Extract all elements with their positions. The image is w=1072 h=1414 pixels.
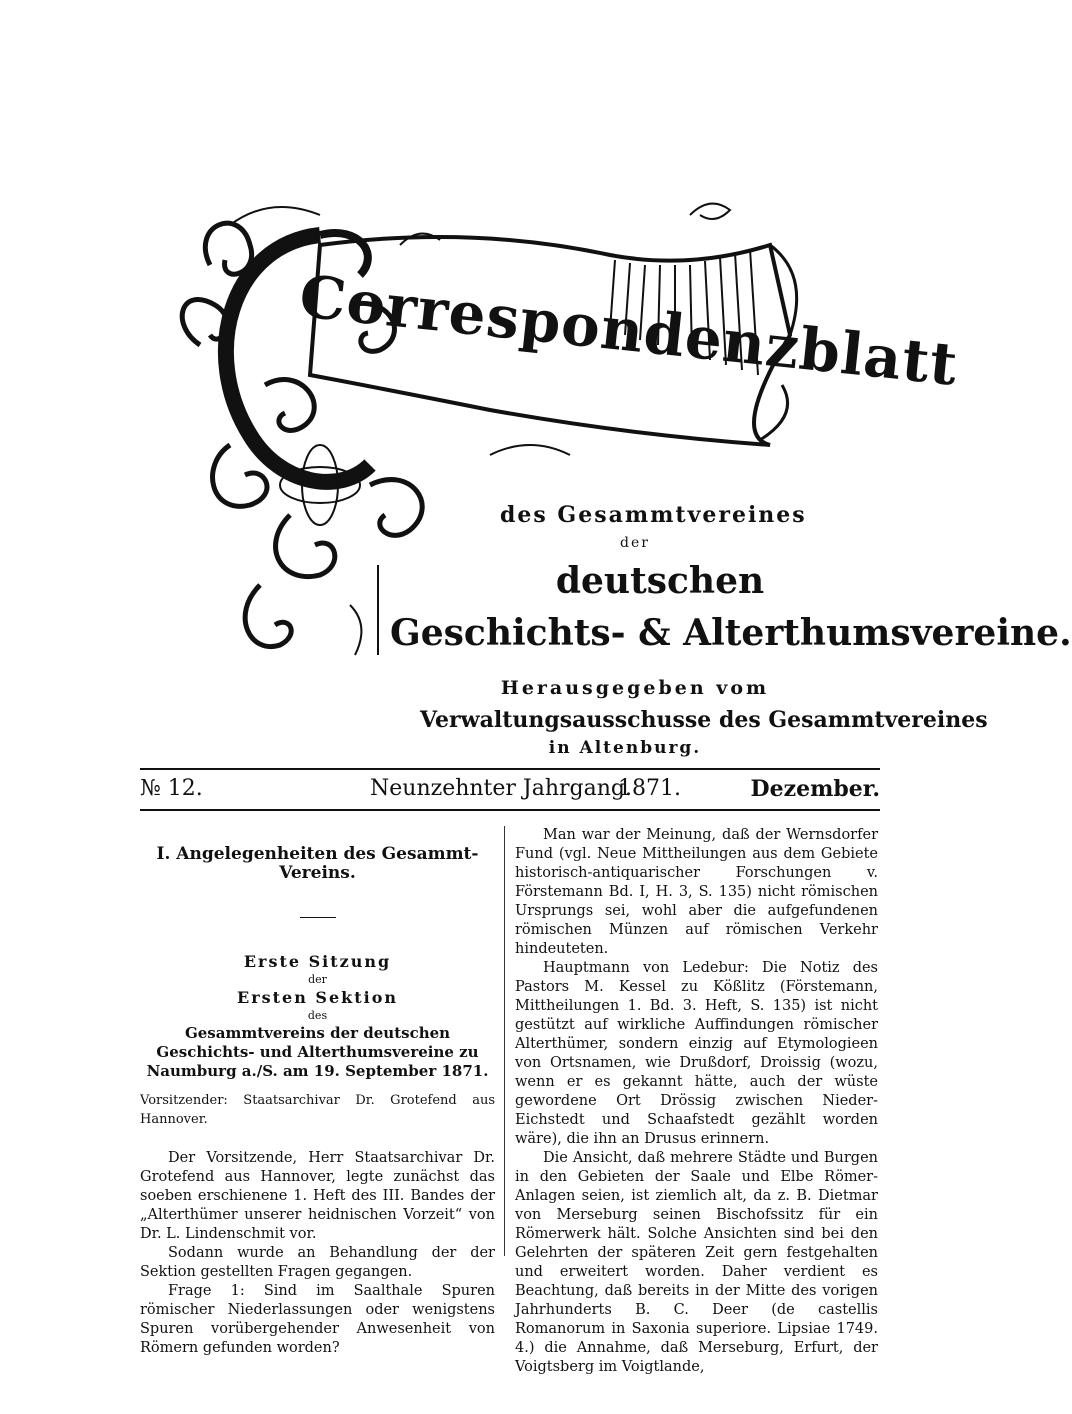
issue-line bbox=[140, 776, 880, 806]
issue-month: Dezember. bbox=[750, 776, 880, 802]
masthead-line-3: deutschen bbox=[555, 560, 765, 602]
session-title: Erste Sitzung bbox=[243, 952, 392, 971]
section-heading: I. Angelegenheiten des Gesammt-Vereins. bbox=[156, 844, 479, 883]
session-section: Ersten Sektion bbox=[237, 988, 398, 1007]
issue-year: 1871. bbox=[618, 776, 681, 801]
session-description: Gesammtvereins der deutschen Geschichts- und Alterthumsvereine zu Naumburg a./S. am 19. September 1871. bbox=[146, 1024, 489, 1080]
right-column bbox=[515, 826, 878, 1377]
session-der: der bbox=[308, 973, 327, 986]
publisher-name: Verwaltungsausschusse des Gesammtvereines bbox=[420, 707, 988, 733]
top-rule bbox=[140, 768, 880, 770]
paragraph: Sodann wurde an Behandlung der der Sektion gestellten Fragen gegangen. bbox=[140, 1245, 495, 1280]
section-divider bbox=[300, 917, 336, 918]
chairman-line: Vorsitzender: Staatsarchivar Dr. Grotefend aus Hannover. bbox=[140, 1093, 495, 1127]
paragraph: Hauptmann von Ledebur: Die Notiz des Pastors M. Kessel zu Kößlitz (Förstemann, Mittheilungen 1. Bd. 3. Heft, S. 135) ist nicht gestützt auf wirkliche Auffindungen römischer Alterthümer, sondern einzig auf Etymologieen von Ortsnamen, wie Drußdorf, Droissig (wozu, wenn er es gekannt hätte, auch der wüste gewordene Ort Drössig zwischen Nieder-Eichstedt und Schaafstedt gezählt worden wäre), die ihn an Drusus erinnern. bbox=[515, 960, 878, 1147]
publisher-location: in Altenburg. bbox=[548, 738, 702, 758]
bottom-rule bbox=[140, 809, 880, 811]
paragraph: Der Vorsitzende, Herr Staatsarchivar Dr. Grotefend aus Hannover, legte zunächst das soeben erschienene 1. Heft des III. Bandes der „Alterthümer unserer heidnischen Vorzeit“ von Dr. L. Lindenschmit vor. bbox=[140, 1150, 495, 1242]
publisher-line: Herausgegeben vom bbox=[500, 677, 770, 699]
session-des: des bbox=[307, 1009, 328, 1022]
column-divider bbox=[504, 826, 505, 1256]
masthead-ornament bbox=[170, 185, 962, 685]
masthead-line-1: des Gesammtvereines bbox=[500, 502, 807, 528]
masthead-line-4: Geschichts- & Alterthumsvereine. bbox=[390, 612, 1072, 654]
masthead-title: Correspondenzblatt bbox=[296, 262, 962, 399]
volume-label: Neunzehnter Jahrgang. bbox=[370, 776, 632, 801]
left-column bbox=[140, 845, 495, 1358]
paragraph: Man war der Meinung, daß der Wernsdorfer Fund (vgl. Neue Mittheilungen aus dem Gebiete historisch-antiquarischer Forschungen v. Förstemann Bd. I, H. 3, S. 135) nicht römischen Ursprungs sei, wohl aber die aufgefundenen römischen Münzen auf römischen Verkehr hindeuteten. bbox=[515, 827, 878, 957]
issue-number: № 12. bbox=[140, 776, 203, 801]
question-paragraph: Frage 1: Sind im Saalthale Spuren römischer Niederlassungen oder wenigstens Spuren vorübergehender Anwesenheit von Römern gefunden worden? bbox=[140, 1283, 495, 1356]
masthead-line-2: der bbox=[620, 535, 650, 551]
paragraph: Die Ansicht, daß mehrere Städte und Burgen in den Gebieten der Saale und Elbe Römer-Anlagen seien, ist ziemlich alt, da z. B. Dietmar von Merseburg seinen Bischofssitz für ein Römerwerk hält. Solche Ansichten sind bei den Gelehrten der späteren Zeit gern festgehalten und erweitert worden. Daher verdient es Beachtung, daß bereits in der Mitte des vorigen Jahrhunderts B. C. Deer (de castellis Romanorum in Saxonia superiore. Lipsiae 1749. 4.) die Annahme, daß Merseburg, Erfurt, der Voigtsberg im Voigtlande, bbox=[515, 1150, 878, 1375]
